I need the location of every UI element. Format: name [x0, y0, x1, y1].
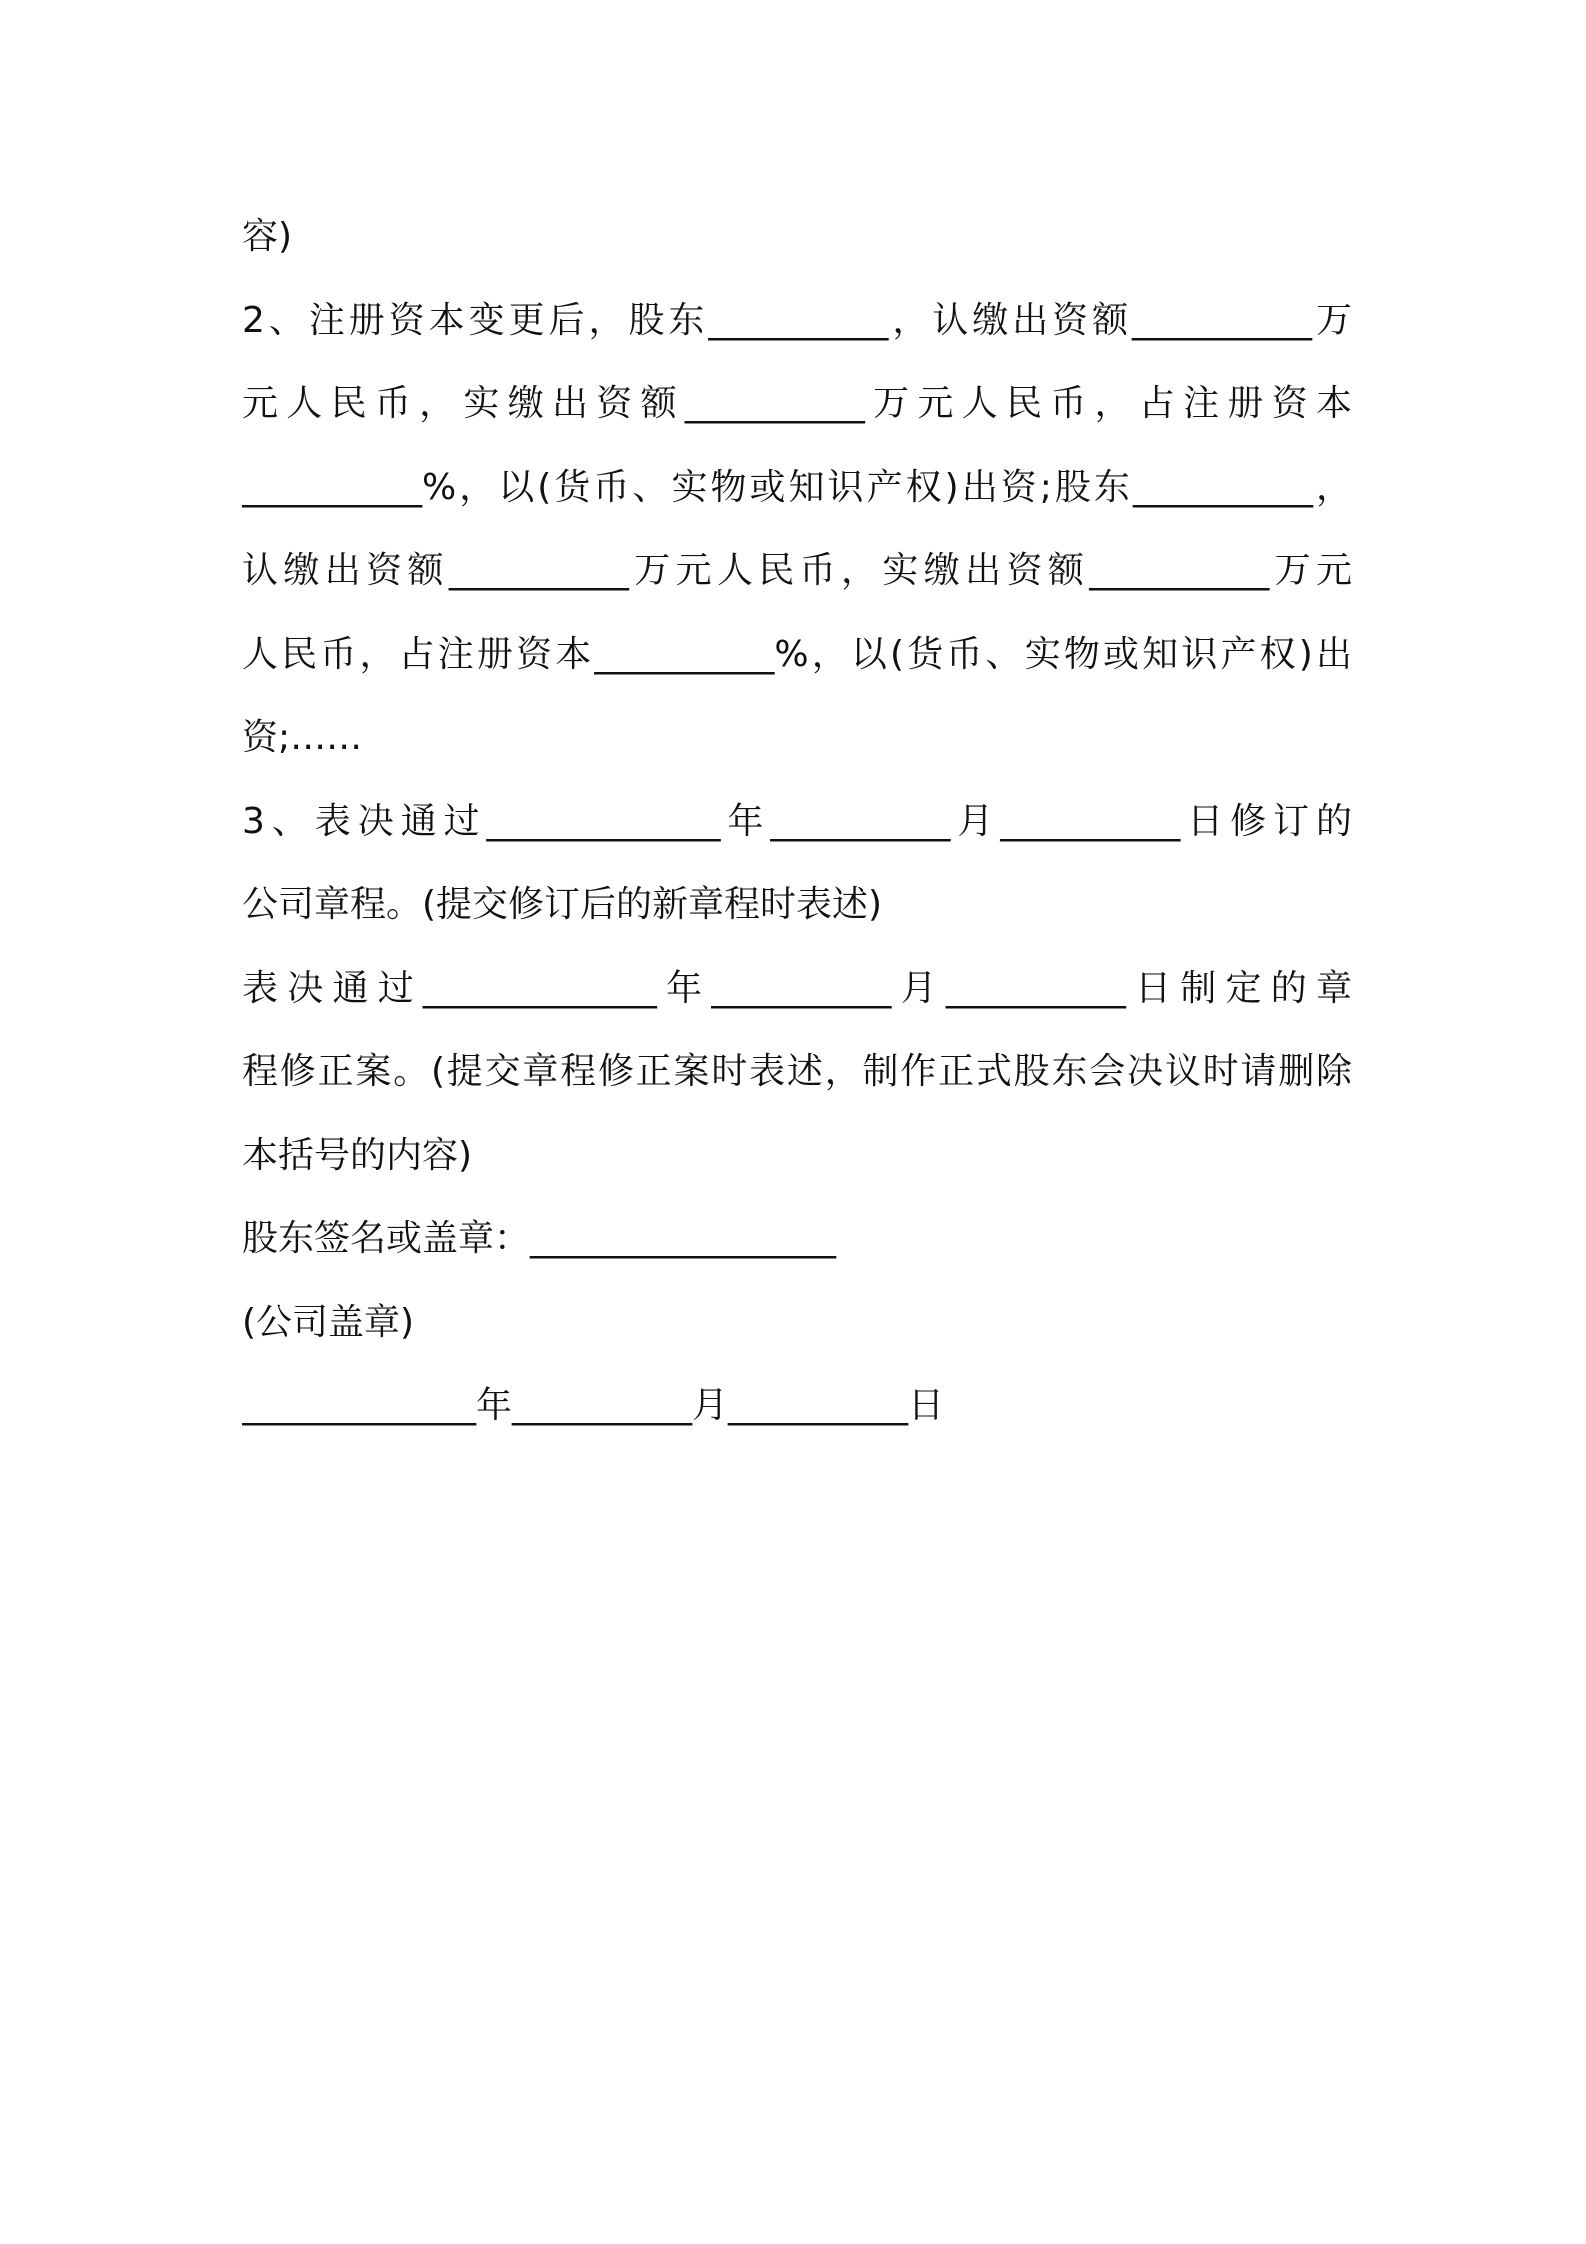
- text-line: 本括号的内容): [242, 1134, 473, 1176]
- text-line: 2、注册资本变更后，股东__________，认缴出资额__________万: [242, 299, 1352, 341]
- text-line: 资;……: [242, 717, 363, 758]
- text-line: 人民币，占注册资本__________%，以(货币、实物或知识产权)出: [242, 633, 1352, 675]
- text-line: 程修正案。(提交章程修正案时表述，制作正式股东会决议时请删除: [242, 1051, 1352, 1092]
- document-body: [242, 195, 1352, 1448]
- text-line: __________%，以(货币、实物或知识产权)出资;股东__________，: [242, 466, 1352, 508]
- date-line: _____________年__________月__________日: [242, 1385, 944, 1426]
- text-line: 容): [242, 216, 293, 257]
- signature-line: 股东签名或盖章：_________________: [242, 1218, 837, 1259]
- text-line: 元人民币，实缴出资额__________万元人民币，占注册资本: [242, 383, 1352, 424]
- text-line: 表决通过_____________年__________月__________日制定的章: [242, 967, 1352, 1009]
- text-line: 公司章程。(提交修订后的新章程时表述): [242, 884, 883, 925]
- text-line: 认缴出资额__________万元人民币，实缴出资额__________万元: [242, 550, 1352, 591]
- text-line: 3、表决通过_____________年__________月__________日修订的: [242, 800, 1352, 842]
- company-seal-line: (公司盖章): [242, 1301, 415, 1343]
